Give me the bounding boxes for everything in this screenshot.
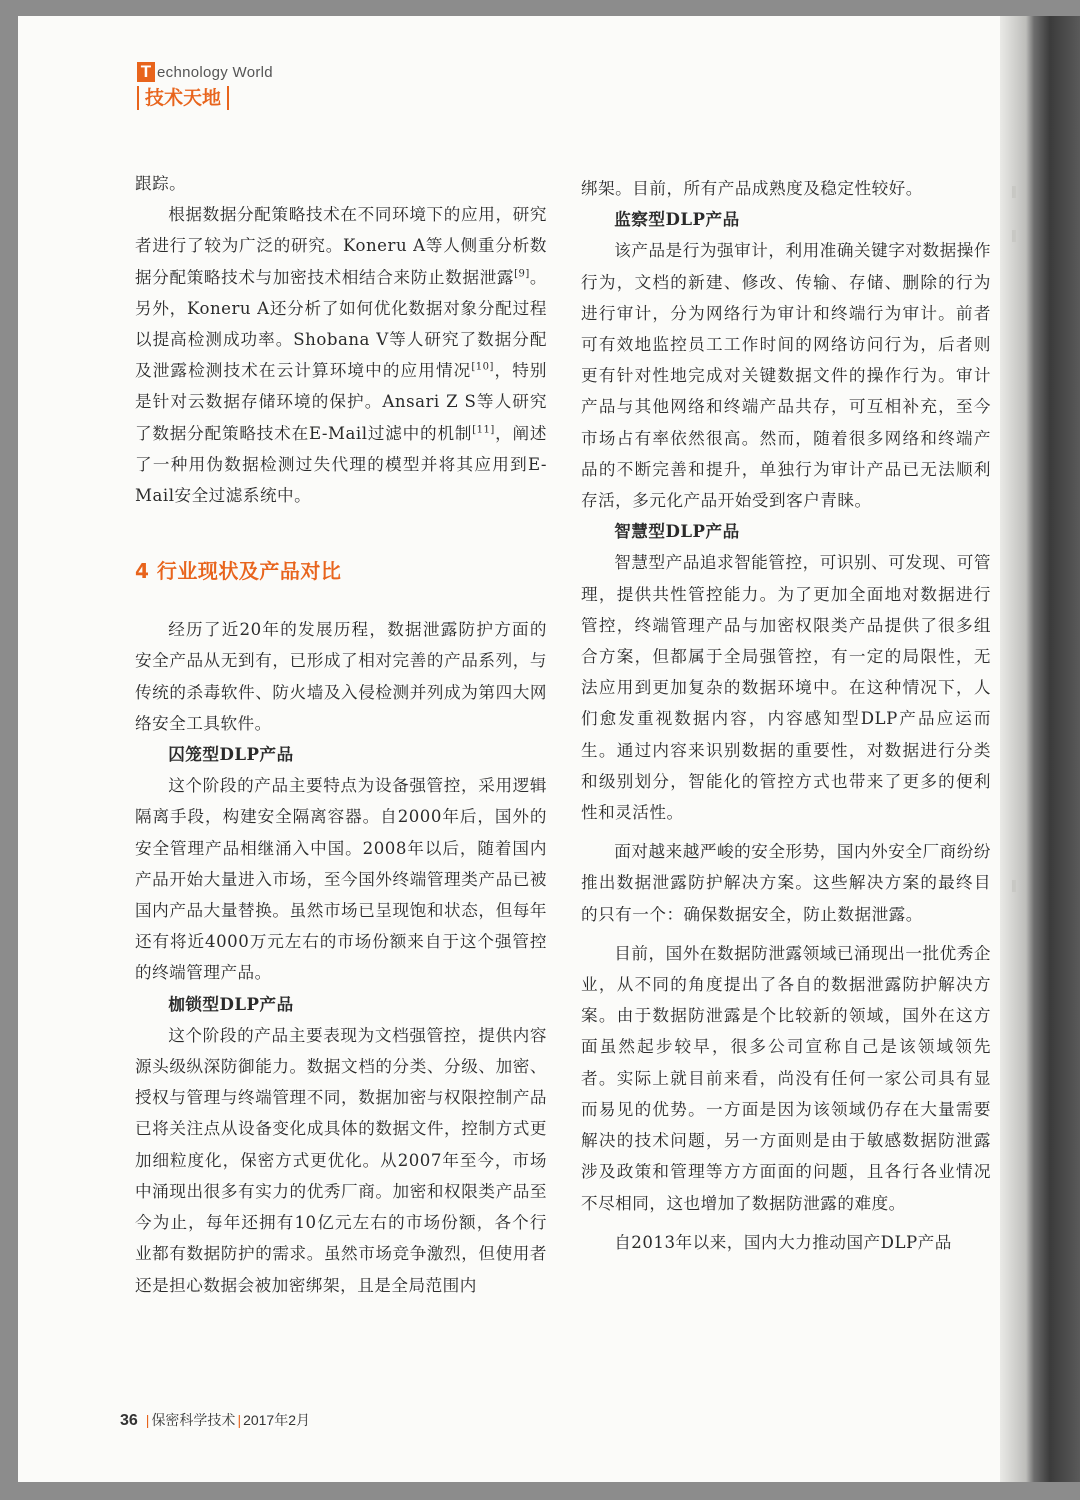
paragraph: 跟踪。 bbox=[135, 174, 187, 193]
paragraph: 这个阶段的产品主要表现为文档强管控，提供内容源头级纵深防御能力。数据文档的分类、分级、加密、授权与管理与终端管理不同，数据加密与权限控制产品已将关注点从设备变化成具体的数据文件，控制方式更加细粒度化，保密方式更优化。从2007年至今，市场中涌现出很多有实力的优秀厂商。加密和权限类产品至今为止，每年还拥有10亿元左右的市场份额，各个行业都有数据防护的需求。虽然市场竞争激烈，但使用者还是担心数据会被加密绑架，且是全局范围内 bbox=[135, 1025, 547, 1295]
citation: [10] bbox=[471, 361, 494, 373]
paragraph: 经历了近20年的发展历程，数据泄露防护方面的安全产品从无到有，已形成了相对完善的产品系列，与传统的杀毒软件、防火墙及入侵检测并列成为第四大网络安全工具软件。 bbox=[135, 620, 547, 733]
paragraph: 绑架。目前，所有产品成熟度及稳定性较好。 bbox=[581, 179, 923, 198]
subsection-heading: 枷锁型DLP产品 bbox=[168, 993, 294, 1014]
paragraph: 这个阶段的产品主要特点为设备强管控，采用逻辑隔离手段，构建安全隔离容器。自2000年后，国外的安全管理产品相继涌入中国。2008年以后，随着国内产品开始大量进入市场，至今国外终端管理类产品已被国内产品大量替换。虽然市场已呈现饱和状态，但每年还有将近4000万元左右的市场份额来自于这个强管控的终端管理产品。 bbox=[135, 776, 547, 983]
journal-name: 保密科学技术 bbox=[151, 1412, 236, 1428]
spine-mark bbox=[1012, 880, 1016, 892]
section-label: 技术天地 bbox=[137, 86, 229, 110]
paragraph: 自2013年以来，国内大力推动国产DLP产品 bbox=[614, 1232, 952, 1252]
paragraph: 目前，国外在数据防泄露领域已涌现出一批优秀企业，从不同的角度提出了各自的数据泄露防护解决方案。由于数据防泄露是个比较新的领域，国外在这方面虽然起步较早，很多公司宣称自己是该领域领先者。实际上就目前来看，尚没有任何一家公司具有显而易见的优势。一方面是因为该领域仍存在大量需要解决的技术问题，另一方面则是由于敏感数据防泄露涉及政策和管理等方方面面的问题，且各行各业情况不尽相同，这也增加了数据防泄露的难度。 bbox=[581, 943, 991, 1213]
paragraph: 面对越来越严峻的安全形势，国内外安全厂商纷纷推出数据泄露防护解决方案。这些解决方案的最终目的只有一个：确保数据安全，防止数据泄露。 bbox=[581, 842, 991, 924]
right-column bbox=[581, 173, 991, 1258]
page-footer: 36 | 保密科学技术 | 2017年2月 bbox=[120, 1412, 311, 1429]
logo-letter: T bbox=[137, 62, 155, 82]
paragraph: 智慧型产品追求智能管控，可识别、可发现、可管理，提供共性管控能力。为了更加全面地对数据进行管控，终端管理产品与加密权限类产品提供了很多组合方案，但都属于全局强管控，有一定的局限性，无法应用到更加复杂的数据环境中。在这种情况下，人们愈发重视数据内容，内容感知型DLP产品应运而生。通过内容来识别数据的重要性，对数据进行分类和级别划分，智能化的管控方式也带来了更多的便利性和灵活性。 bbox=[581, 553, 991, 823]
running-header bbox=[137, 62, 273, 110]
citation: [11] bbox=[472, 424, 495, 436]
left-column bbox=[135, 168, 547, 1301]
paragraph: 根据数据分配策略技术在不同环境下的应用，研究者进行了较为广泛的研究。Koneru A等人侧重分析数据分配策略技术与加密技术相结合来防止数据泄露[9]。另外，Koneru A还分析了如何优化数据对象分配过程以提高检测成功率。Shobana V等人研究了数据分配及泄露检测技术在云计算环境中的应用情况[10]，特别是针对云数据存储环境的保护。Ansari Z S等人研究了数据分配策略技术在E-Mail过滤中的机制[11]，阐述了一种用伪数据检测过失代理的模型并将其应用到E-Mail安全过滤系统中。 bbox=[135, 205, 548, 506]
citation: [9] bbox=[514, 268, 530, 280]
section-heading: 4 行业现状及产品对比 bbox=[135, 559, 342, 584]
paragraph: 该产品是行为强审计，利用准确关键字对数据操作行为，文档的新建、修改、传输、存储、删除的行为进行审计，分为网络行为审计和终端行为审计。前者可有效地监控员工工作时间的网络访问行为，后者则更有针对性地完成对关键数据文件的操作行为。审计产品与其他网络和终端产品共存，可互相补充，至今市场占有率依然很高。然而，随着很多网络和终端产品的不断完善和提升，单独行为审计产品已无法顺利存活，多元化产品开始受到客户青睐。 bbox=[581, 241, 991, 511]
logo-text: echnology World bbox=[157, 64, 273, 81]
subsection-heading: 囚笼型DLP产品 bbox=[168, 744, 294, 765]
spine-mark bbox=[1012, 230, 1016, 242]
spine-mark bbox=[1012, 186, 1016, 198]
subsection-heading: 监察型DLP产品 bbox=[614, 209, 740, 230]
page-number: 36 bbox=[120, 1412, 138, 1429]
issue-date: 2017年2月 bbox=[243, 1412, 311, 1428]
subsection-heading: 智慧型DLP产品 bbox=[614, 521, 740, 542]
header-logo bbox=[137, 62, 273, 82]
